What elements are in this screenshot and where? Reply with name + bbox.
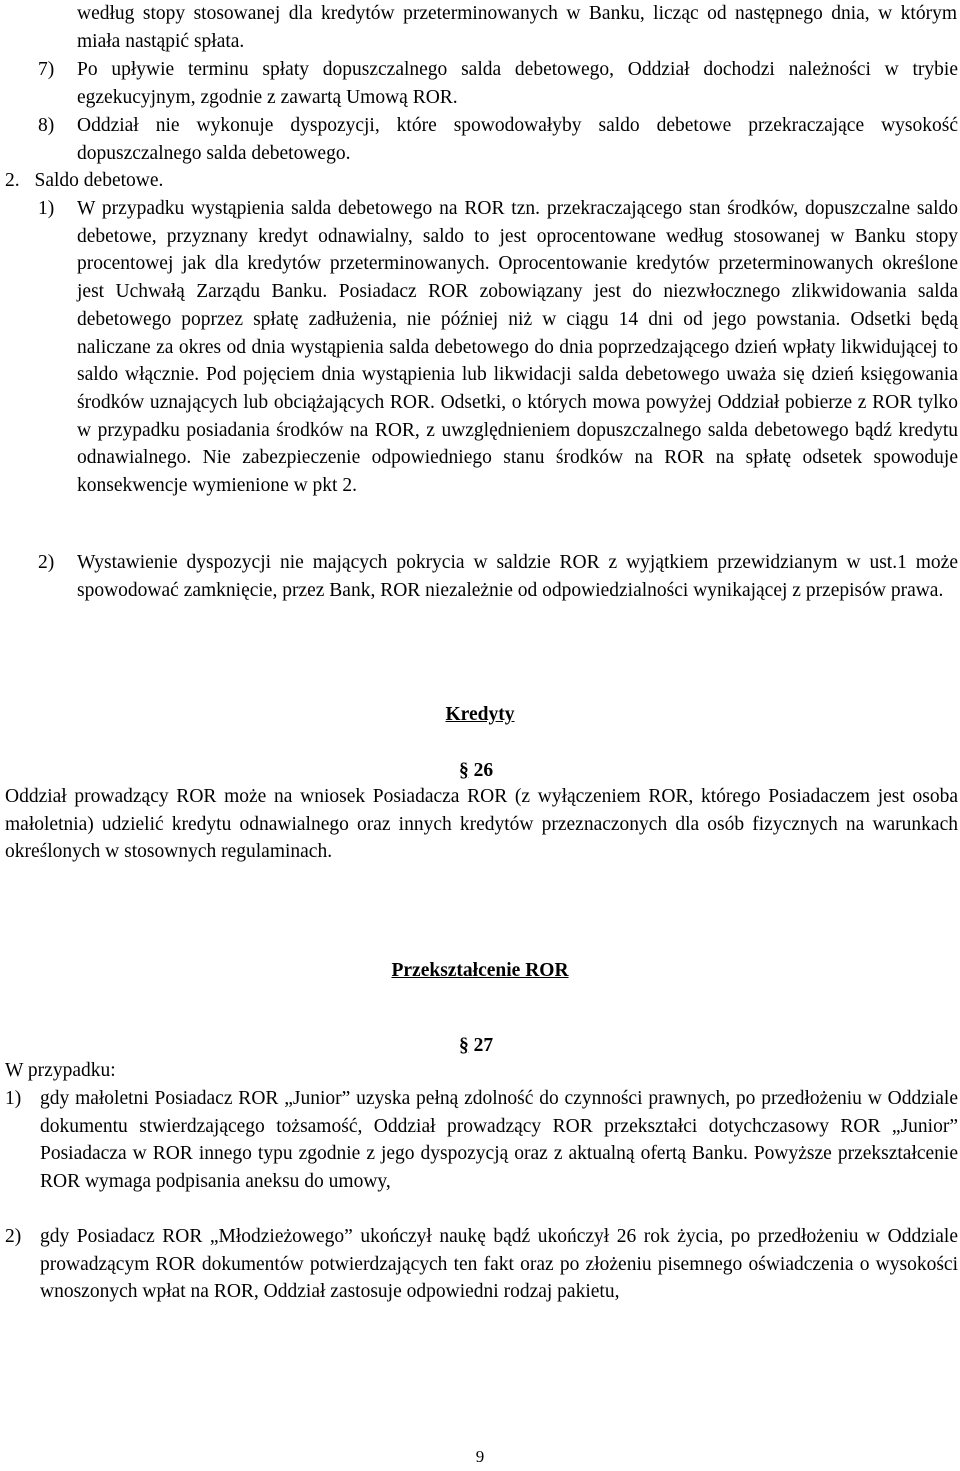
sub-item-2 (38, 549, 958, 604)
kredyty-paragraph-text: Oddział prowadzący ROR może na wniosek Posiadacza ROR (z wyłączeniem ROR, którego Posiadaczem jest osoba małoletnia) udzielić kredytu odnawialnego oraz innych kredytów przeznaczonych dla osób fizycznych na warunkach określonych w stosownych regulaminach. (5, 786, 958, 863)
przeksztalcenie-item-1 (5, 1085, 958, 1196)
paragraph-27-number (459, 1032, 493, 1060)
paragraph-26-number (459, 757, 493, 785)
list-item-7-text: Po upływie terminu spłaty dopuszczalnego salda debetowego, Oddział dochodzi należności w trybie egzekucyjnym, zgodnie z zawartą Umową ROR. (77, 59, 958, 108)
paragraph-26-value: 26 (473, 760, 494, 781)
kredyty-paragraph (5, 783, 958, 866)
list-item-7-number: 7) (38, 59, 55, 80)
przeksztalcenie-item-1-number: 1) (5, 1088, 22, 1109)
list-item-8-number: 8) (38, 115, 55, 136)
przeksztalcenie-item-1-text: gdy małoletni Posiadacz ROR „Junior” uzyska pełną zdolność do czynności prawnych, po przedłożeniu w Oddziale dokumentu stwierdzającego tożsamość, Oddział prowadzący ROR przekształci dotychczasowy ROR „Junior” Posiadacza w ROR innego typu zgodnie z jego dyspozycją oraz z aktualną ofertą Banku. Powyższe przekształcenie ROR wymaga podpisania aneksu do umowy, (40, 1088, 958, 1193)
section-2-title: Saldo debetowe. (34, 170, 164, 191)
sub-item-1 (38, 195, 958, 500)
section-sign: § (459, 1035, 469, 1056)
sub-item-2-number: 2) (38, 552, 55, 573)
przeksztalcenie-heading: Przekształcenie ROR (391, 960, 569, 981)
kredyty-heading: Kredyty (445, 704, 515, 725)
section-2-heading (5, 167, 925, 195)
przeksztalcenie-item-2-text: gdy Posiadacz ROR „Młodzieżowego” ukończył naukę bądź ukończył 26 rok życia, po przedłożeniu w Oddziale prowadzącym ROR dokumentów potwierdzających ten fakt oraz po złożeniu pisemnego oświadczenia o wysokości wnoszonych wpłat na ROR, Oddział zastosuje odpowiedni rodzaj pakietu, (40, 1226, 958, 1303)
page-number: 9 (475, 1447, 485, 1466)
przeksztalcenie-item-2-number: 2) (5, 1226, 22, 1247)
list-item-8 (38, 112, 958, 167)
section-sign: § (459, 760, 469, 781)
sub-item-1-number: 1) (38, 198, 55, 219)
paragraph-27-value: 27 (473, 1035, 494, 1056)
przeksztalcenie-intro (5, 1057, 116, 1085)
sub-item-2-text: Wystawienie dyspozycji nie mających pokrycia w saldzie ROR z wyjątkiem przewidzianym w ust.1 może spowodować zamknięcie, przez Bank, ROR niezależnie od odpowiedzialności wynikającej z przepisów prawa. (77, 552, 958, 601)
przeksztalcenie-intro-text: W przypadku: (5, 1060, 116, 1081)
item-continuation-text: według stopy stosowanej dla kredytów przeterminowanych w Banku, licząc od następnego dnia, w którym miała nastąpić spłata. (77, 3, 957, 52)
przeksztalcenie-item-2 (5, 1223, 958, 1306)
section-2-number: 2. (5, 170, 20, 191)
item-continuation (77, 0, 957, 55)
sub-item-1-text: W przypadku wystąpienia salda debetowego na ROR tzn. przekraczającego stan środków, dopuszczalne saldo debetowe, przyznany kredyt odnawialny, saldo to jest oprocentowane według stosowanej w Banku stopy procentowej jak dla kredytów przeterminowanych. Oprocentowanie kredytów przeterminowanych określone jest Uchwałą Zarządu Banku. Posiadacz ROR zobowiązany jest do niezwłocznego zlikwidowania salda debetowego poprzez spłatę zadłużenia, nie później niż w ciągu 14 dni od jego powstania. Odsetki będą naliczane za okres od dnia wystąpienia salda debetowego do dnia poprzedzającego dzień wpłaty likwidującej to saldo włącznie. Pod pojęciem dnia wystąpienia lub likwidacji salda debetowego uważa się dzień księgowania środków uznających lub obciążających ROR. Odsetki, o których mowa powyżej Oddział pobierze z ROR tylko w przypadku posiadania środków na ROR, z uwzględnieniem dopuszczalnego salda debetowego bądź kredytu odnawialnego. Nie zabezpieczenie odpowiedniego stanu środków na ROR na spłatę odsetek spowoduje konsekwencje wymienione w pkt 2. (77, 198, 958, 497)
list-item-8-text: Oddział nie wykonuje dyspozycji, które spowodowałyby saldo debetowe przekraczające wysokość dopuszczalnego salda debetowego. (77, 115, 958, 164)
list-item-7 (38, 56, 958, 111)
